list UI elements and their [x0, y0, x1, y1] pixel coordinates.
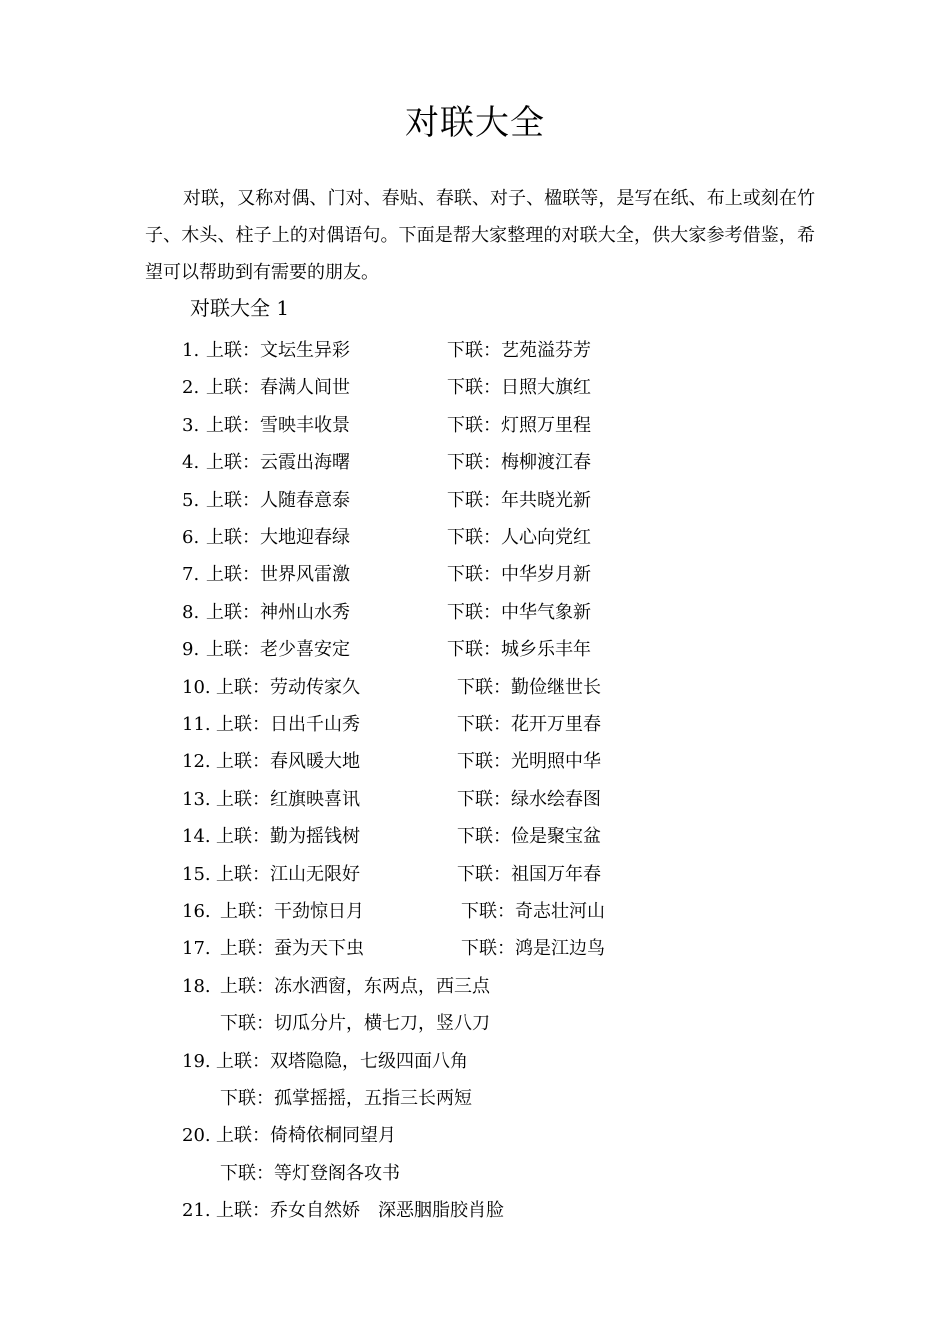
list-item — [0, 972, 950, 1002]
list-item — [0, 934, 950, 964]
upper-line: 上联：雪映丰收景 — [206, 414, 350, 436]
lower-line: 下联：艺苑溢芬芳 — [447, 340, 591, 361]
lower-line: 下联：俭是聚宝盆 — [457, 826, 601, 848]
couplet-number: 7. — [182, 564, 200, 586]
list-item — [0, 1047, 950, 1077]
list-item — [0, 897, 950, 927]
couplet-number: 4. — [182, 452, 200, 474]
lower-line: 下联：年共晓光新 — [447, 489, 591, 511]
list-item — [0, 710, 950, 740]
upper-line: 上联：神州山水秀 — [206, 601, 350, 623]
couplet-number: 19. — [182, 1050, 211, 1072]
upper-line: 上联：文坛生异彩 — [206, 340, 350, 361]
list-item — [0, 411, 950, 441]
lower-line: 下联：等灯登阁各攻书 — [220, 1162, 400, 1184]
lower-line: 下联：勤俭继世长 — [457, 676, 601, 698]
couplet-number: 9. — [182, 639, 200, 661]
list-item — [0, 523, 950, 553]
upper-line: 上联：云霞出海曙 — [206, 452, 350, 474]
lower-line: 下联：光明照中华 — [457, 751, 601, 773]
lower-line: 下联：日照大旗红 — [447, 377, 591, 399]
couplet-number: 3. — [182, 414, 200, 436]
upper-line: 上联：劳动传家久 — [216, 676, 360, 698]
upper-line: 上联：红旗映喜讯 — [216, 788, 360, 810]
list-item — [0, 785, 950, 815]
couplet-number: 13. — [182, 788, 211, 810]
upper-line: 上联：干劲惊日月 — [220, 901, 364, 922]
couplet-number: 14. — [182, 826, 211, 848]
couplet-number: 10. — [182, 676, 211, 698]
lower-line: 下联：绿水绘春图 — [457, 788, 601, 810]
upper-line: 上联：春风暖大地 — [216, 751, 360, 773]
couplet-number: 2. — [182, 377, 200, 399]
lower-line: 下联：中华岁月新 — [447, 564, 591, 586]
lower-line: 下联：切瓜分片，横七刀，竖八刀 — [220, 1013, 490, 1035]
upper-line: 上联：勤为摇钱树 — [216, 826, 360, 848]
lower-line: 下联：城乡乐丰年 — [447, 639, 591, 661]
list-item — [0, 373, 950, 403]
lower-line: 下联：花开万里春 — [457, 714, 601, 735]
couplet-number: 17. — [182, 938, 211, 960]
list-item — [0, 673, 950, 703]
lower-line: 下联：中华气象新 — [447, 601, 591, 623]
list-item — [0, 598, 950, 628]
upper-line: 上联：日出千山秀 — [216, 714, 360, 735]
couplet-number: 6. — [182, 527, 200, 548]
couplet-number: 8. — [182, 601, 200, 623]
couplet-number: 12. — [182, 751, 211, 773]
couplet-number: 15. — [182, 863, 211, 885]
upper-line: 上联：乔女自然娇 深恶胭脂胶肖脸 — [216, 1200, 504, 1222]
couplet-number: 11. — [182, 714, 211, 735]
couplet-number: 1. — [182, 340, 200, 361]
lower-line: 下联：祖国万年春 — [457, 863, 601, 885]
list-item — [0, 822, 950, 852]
lower-line: 下联：孤掌摇摇，五指三长两短 — [220, 1088, 472, 1109]
upper-line: 上联：大地迎春绿 — [206, 527, 350, 548]
lower-line: 下联：人心向党红 — [447, 527, 591, 548]
page-title: 对联大全 — [405, 103, 545, 143]
upper-line: 上联：世界风雷激 — [206, 564, 350, 586]
list-item — [0, 1159, 950, 1189]
list-item — [0, 486, 950, 516]
intro-paragraph: 对联，又称对偶、门对、春贴、春联、对子、楹联等，是写在纸、布上或刻在竹子、木头、柱子上的对偶语句。下面是帮大家整理的对联大全，供大家参考借鉴，希望可以帮助到有需要的朋友。 — [145, 188, 815, 283]
list-item — [0, 1084, 950, 1114]
upper-line: 上联：江山无限好 — [216, 863, 360, 885]
upper-line: 上联：人随春意泰 — [206, 489, 350, 511]
section-heading: 对联大全 1 — [190, 296, 290, 320]
list-item — [0, 635, 950, 665]
couplet-number: 20. — [182, 1125, 211, 1147]
list-item — [0, 560, 950, 590]
upper-line: 上联：蚕为天下虫 — [220, 938, 364, 960]
list-item — [0, 1196, 950, 1226]
list-item — [0, 1009, 950, 1039]
couplet-number: 21. — [182, 1200, 211, 1222]
lower-line: 下联：奇志壮河山 — [461, 901, 605, 922]
couplet-number: 5. — [182, 489, 200, 511]
list-item — [0, 1121, 950, 1151]
lower-line: 下联：灯照万里程 — [447, 414, 591, 436]
couplet-number: 18. — [182, 975, 211, 997]
lower-line: 下联：鸿是江边鸟 — [461, 938, 605, 960]
couplet-number: 16. — [182, 901, 211, 922]
upper-line: 上联：老少喜安定 — [206, 639, 350, 661]
upper-line: 上联：双塔隐隐，七级四面八角 — [216, 1050, 468, 1072]
upper-line: 上联：倚椅依桐同望月 — [216, 1125, 396, 1147]
list-item — [0, 747, 950, 777]
list-item — [0, 448, 950, 478]
list-item — [0, 336, 950, 366]
lower-line: 下联：梅柳渡江春 — [447, 452, 591, 474]
list-item — [0, 860, 950, 890]
upper-line: 上联：冻水洒窗，东两点，西三点 — [220, 975, 490, 997]
upper-line: 上联：春满人间世 — [206, 377, 350, 399]
